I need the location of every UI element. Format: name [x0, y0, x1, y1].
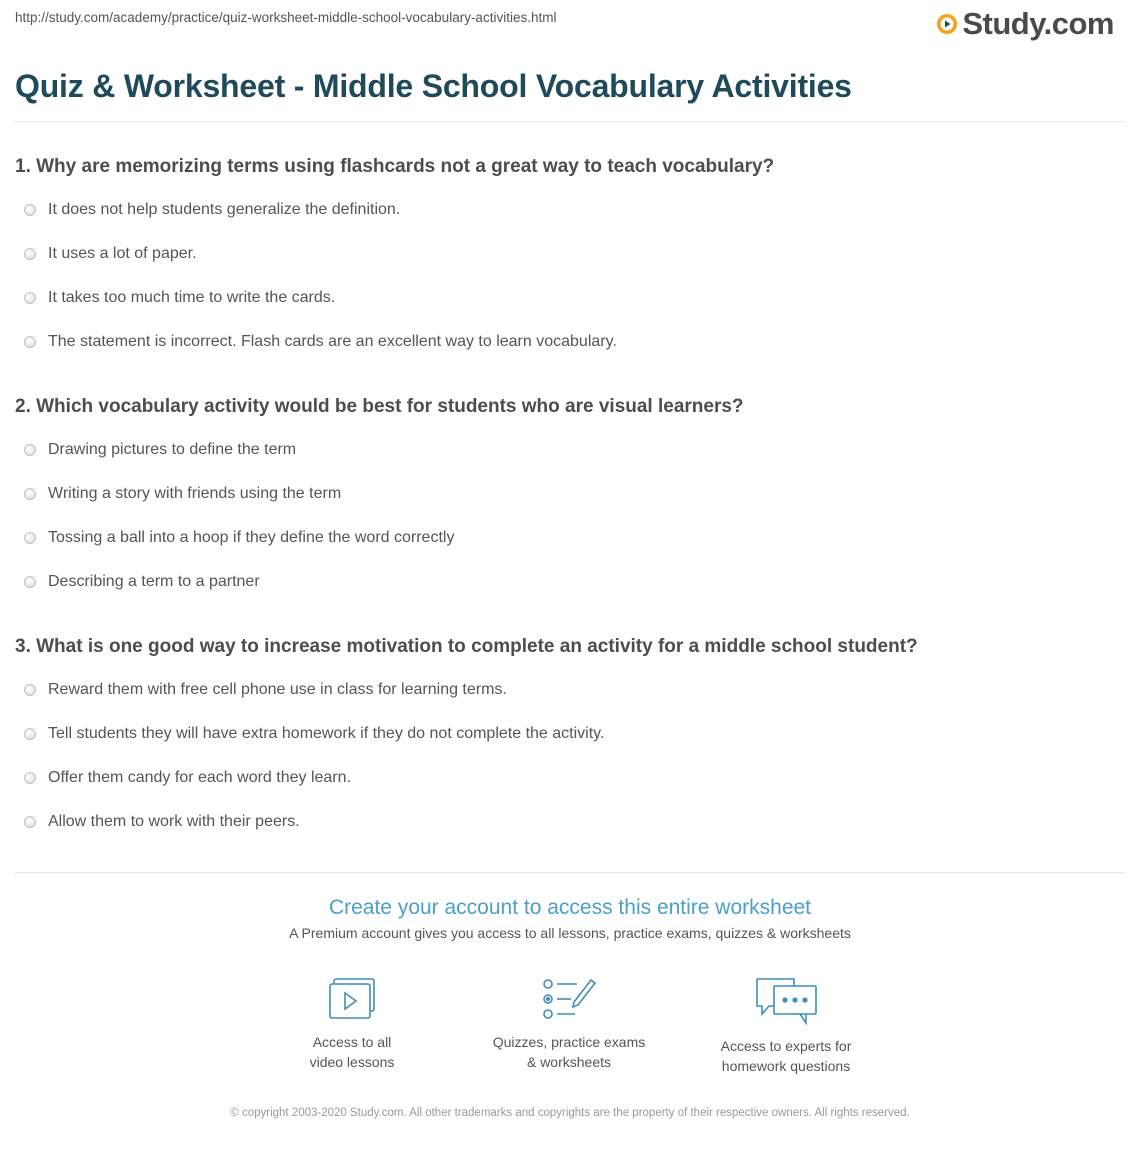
page-title: Quiz & Worksheet - Middle School Vocabulary Activities	[15, 68, 852, 104]
radio-button[interactable]	[24, 728, 36, 740]
study-logo[interactable]	[936, 6, 1114, 42]
radio-button[interactable]	[24, 532, 36, 544]
page-url: http://study.com/academy/practice/quiz-worksheet-middle-school-vocabulary-activities.html	[15, 10, 557, 25]
video-lessons-icon	[326, 976, 378, 1022]
play-circle-icon	[936, 13, 958, 35]
answer-option[interactable]	[24, 678, 507, 702]
answer-option[interactable]	[24, 198, 400, 222]
title-divider	[15, 121, 1125, 122]
radio-button[interactable]	[24, 684, 36, 696]
question-3: 3. What is one good way to increase motivation to complete an activity for a middle school student?	[15, 636, 918, 657]
create-account-link[interactable]: Create your account to access this entire worksheet	[328, 896, 812, 919]
answer-text: It does not help students generalize the definition.	[48, 201, 401, 218]
radio-button[interactable]	[24, 488, 36, 500]
section-divider	[15, 872, 1125, 873]
answer-text: Tell students they will have extra homework if they do not complete the activity.	[48, 725, 605, 742]
copyright-notice: © copyright 2003-2020 Study.com. All other trademarks and copyrights are the property of their respective owners. All rights reserved.	[230, 1107, 910, 1119]
answer-option[interactable]	[24, 330, 617, 354]
feature-quizzes	[469, 976, 669, 1072]
feature-label: Quizzes, practice exams & worksheets	[492, 1034, 646, 1070]
radio-button[interactable]	[24, 816, 36, 828]
feature-experts	[686, 976, 886, 1076]
answer-text: Offer them candy for each word they learn.	[48, 769, 351, 786]
answer-option[interactable]	[24, 570, 260, 594]
question-1: 1. Why are memorizing terms using flashcards not a great way to teach vocabulary?	[15, 156, 775, 177]
answer-text: Tossing a ball into a hoop if they define the word correctly	[48, 529, 455, 546]
feature-video-lessons	[252, 976, 452, 1072]
answer-text: Writing a story with friends using the term	[48, 485, 342, 502]
answer-option[interactable]	[24, 482, 341, 506]
answer-text: It uses a lot of paper.	[48, 245, 197, 262]
quiz-checklist-icon	[541, 976, 597, 1022]
premium-description: A Premium account gives you access to all lessons, practice exams, quizzes & worksheets	[289, 925, 851, 941]
answer-option[interactable]	[24, 286, 335, 310]
radio-button[interactable]	[24, 576, 36, 588]
answer-text: Allow them to work with their peers.	[48, 813, 300, 830]
answer-text: Reward them with free cell phone use in class for learning terms.	[48, 681, 507, 698]
answer-option[interactable]	[24, 766, 351, 790]
radio-button[interactable]	[24, 292, 36, 304]
answer-text: The statement is incorrect. Flash cards are an excellent way to learn vocabulary.	[48, 333, 617, 350]
question-2: 2. Which vocabulary activity would be best for students who are visual learners?	[15, 396, 744, 417]
answer-text: Drawing pictures to define the term	[48, 441, 297, 458]
radio-button[interactable]	[24, 444, 36, 456]
radio-button[interactable]	[24, 248, 36, 260]
radio-button[interactable]	[24, 772, 36, 784]
logo-text: Study.com	[962, 6, 1114, 41]
radio-button[interactable]	[24, 204, 36, 216]
answer-option[interactable]	[24, 722, 604, 746]
answer-option[interactable]	[24, 242, 197, 266]
feature-label: Access to experts for homework questions	[720, 1038, 852, 1074]
feature-label: Access to all video lessons	[309, 1034, 395, 1070]
answer-text: It takes too much time to write the cards.	[48, 289, 336, 306]
answer-option[interactable]	[24, 810, 300, 834]
answer-option[interactable]	[24, 526, 454, 550]
chat-experts-icon	[754, 976, 818, 1026]
answer-text: Describing a term to a partner	[48, 573, 260, 590]
radio-button[interactable]	[24, 336, 36, 348]
answer-option[interactable]	[24, 438, 296, 462]
